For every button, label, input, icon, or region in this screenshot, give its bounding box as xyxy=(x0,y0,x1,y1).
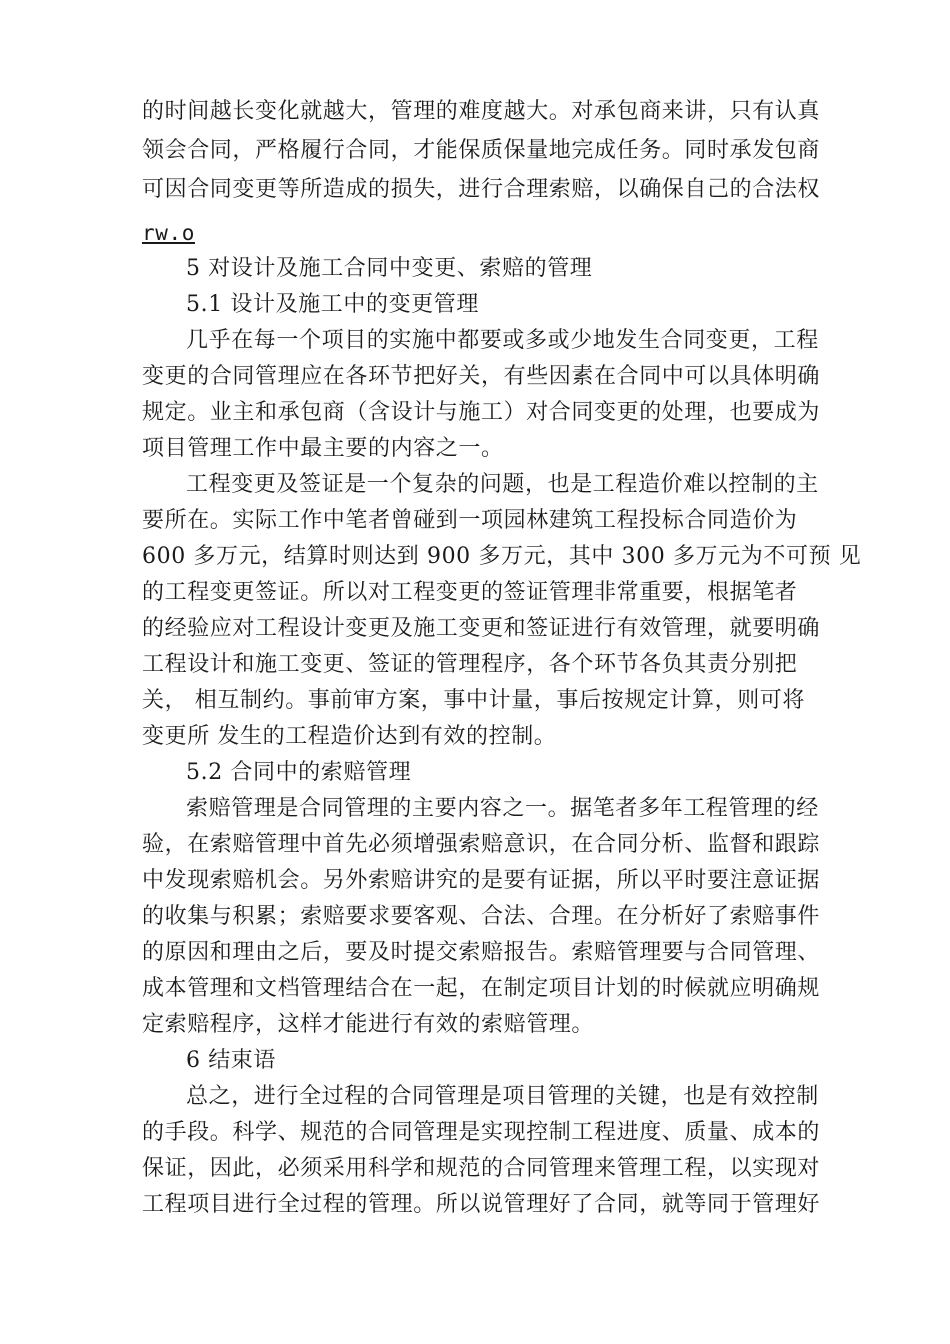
paragraph-line: 验，在索赔管理中首先必须增强索赔意识，在合同分析、监督和跟踪 xyxy=(142,832,821,857)
paragraph-line: 的手段。科学、规范的合同管理是实现控制工程进度、质量、成本的 xyxy=(142,1120,821,1145)
paragraph-line: 的收集与积累；索赔要求要客观、合法、合理。在分析好了索赔事件 xyxy=(142,904,821,929)
paragraph-line: 项目管理工作中最主要的内容之一。 xyxy=(142,436,504,461)
paragraph-line: 工程项目进行全过程的管理。所以说管理好了合同，就等同于管理好 xyxy=(142,1192,821,1217)
section-heading: 5 对设计及施工合同中变更、索赔的管理 xyxy=(186,256,593,281)
subsection-heading: 5.2 合同中的索赔管理 xyxy=(186,760,412,785)
subsection-heading: 5.1 设计及施工中的变更管理 xyxy=(186,292,479,317)
paragraph-line: 600 多万元，结算时则达到 900 多万元，其中 300 多万元为不可预 见 xyxy=(142,544,862,569)
paragraph-line: 的工程变更签证。所以对工程变更的签证管理非常重要，根据笔者 xyxy=(142,580,798,605)
paragraph-line: 的原因和理由之后，要及时提交索赔报告。索赔管理要与合同管理、 xyxy=(142,940,821,965)
paragraph-line: 成本管理和文档管理结合在一起，在制定项目计划的时候就应明确规 xyxy=(142,976,821,1001)
paragraph-line: 工程变更及签证是一个复杂的问题，也是工程造价难以控制的主 xyxy=(186,472,819,497)
fragment-text: rw.o xyxy=(142,221,195,245)
paragraph-line: 的时间越长变化就越大，管理的难度越大。对承包商来讲，只有认真 xyxy=(142,99,821,124)
section-heading: 6 结束语 xyxy=(186,1048,276,1073)
paragraph-line: 要所在。实际工作中笔者曾碰到一项园林建筑工程投标合同造价为 xyxy=(142,508,798,533)
paragraph-line: 的经验应对工程设计变更及施工变更和签证进行有效管理，就要明确 xyxy=(142,616,821,641)
paragraph-line: 几乎在每一个项目的实施中都要或多或少地发生合同变更，工程 xyxy=(186,328,819,353)
paragraph-line: 中发现索赔机会。另外索赔讲究的是要有证据，所以平时要注意证据 xyxy=(142,868,821,893)
paragraph-line: 规定。业主和承包商（含设计与施工）对合同变更的处理，也要成为 xyxy=(142,400,821,425)
paragraph-line: 保证，因此，必须采用科学和规范的合同管理来管理工程，以实现对 xyxy=(142,1156,821,1181)
paragraph-line: 变更的合同管理应在各环节把好关，有些因素在合同中可以具体明确 xyxy=(142,364,821,389)
paragraph-line: 总之，进行全过程的合同管理是项目管理的关键，也是有效控制 xyxy=(186,1084,819,1109)
paragraph-line: 可因合同变更等所造成的损失，进行合理索赔，以确保自己的合法权 xyxy=(142,177,821,202)
paragraph-line: 领会合同，严格履行合同，才能保质保量地完成任务。同时承发包商 xyxy=(142,138,821,163)
paragraph-line: 工程设计和施工变更、签证的管理程序，各个环节各负其责分别把 xyxy=(142,652,798,677)
paragraph-line: 变更所 发生的工程造价达到有效的控制。 xyxy=(142,724,557,749)
paragraph-line: 索赔管理是合同管理的主要内容之一。据笔者多年工程管理的经 xyxy=(186,796,819,821)
paragraph-line: 关， 相互制约。事前审方案，事中计量，事后按规定计算，则可将 xyxy=(142,688,805,713)
paragraph-line: 定索赔程序，这样才能进行有效的索赔管理。 xyxy=(142,1012,595,1037)
